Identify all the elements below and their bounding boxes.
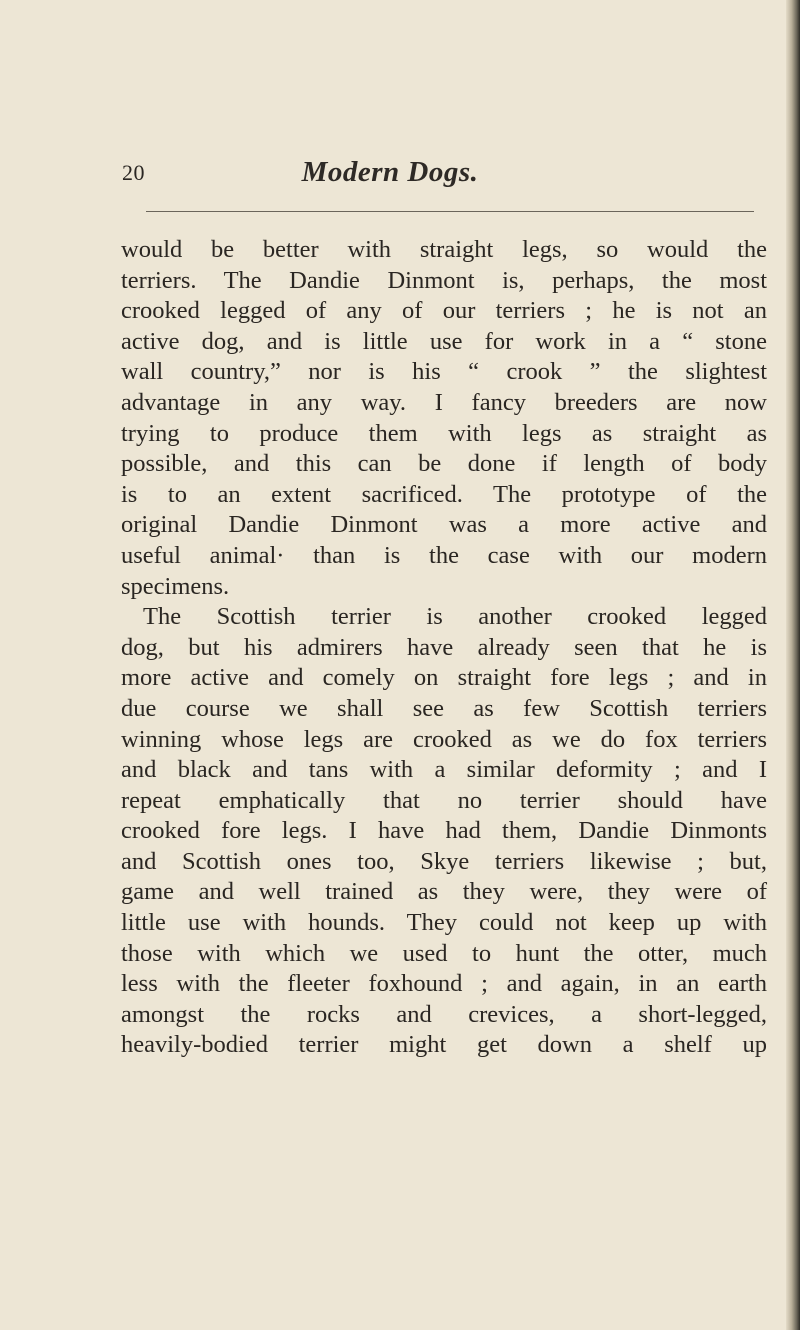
page-number: 20 xyxy=(122,160,145,185)
text-line: less with the fleeter foxhound ; and again, in an earth xyxy=(121,970,767,998)
text-line: those with which we used to hunt the otter, much xyxy=(121,939,767,967)
text-line: dog, but his admirers have already seen that he is xyxy=(121,633,767,661)
text-line: and Scottish ones too, Skye terriers likewise ; but, xyxy=(121,847,767,875)
header-rule xyxy=(146,211,754,212)
page-edge xyxy=(786,0,800,1330)
text-line: original Dandie Dinmont was a more active and xyxy=(121,511,767,539)
text-line: and black and tans with a similar deformity ; and I xyxy=(121,756,767,784)
text-line: possible, and this can be done if length of body xyxy=(121,450,767,478)
text-line: game and well trained as they were, they were of xyxy=(121,878,767,906)
text-line: is to an extent sacrificed. The prototype of the xyxy=(121,480,767,508)
running-head: Modern Dogs. xyxy=(301,156,479,188)
text-line: crooked fore legs. I have had them, Dandie Dinmonts xyxy=(121,817,767,845)
text-line: more active and comely on straight fore legs ; and in xyxy=(121,664,767,692)
text-line: advantage in any way. I fancy breeders are now xyxy=(121,388,767,416)
text-line: little use with hounds. They could not keep up with xyxy=(121,909,767,937)
text-line: heavily-bodied terrier might get down a shelf up xyxy=(121,1031,767,1059)
text-line: active dog, and is little use for work in a “ stone xyxy=(121,327,767,355)
text-line: due course we shall see as few Scottish terriers xyxy=(121,694,767,722)
text-line: wall country,” nor is his “ crook ” the slightest xyxy=(121,358,767,386)
text-line: crooked legged of any of our terriers ; he is not an xyxy=(121,297,767,325)
text-line: terriers. The Dandie Dinmont is, perhaps, the most xyxy=(121,266,767,294)
paragraph-start-line: The Scottish terrier is another crooked legged xyxy=(143,603,767,631)
text-line: would be better with straight legs, so would the xyxy=(121,236,767,263)
paragraph-end-line: specimens. xyxy=(121,572,230,600)
text-line: winning whose legs are crooked as we do fox terriers xyxy=(121,725,767,753)
text-line: repeat emphatically that no terrier should have xyxy=(121,786,767,814)
text-line: amongst the rocks and crevices, a short-legged, xyxy=(121,1000,767,1028)
text-line: trying to produce them with legs as straight as xyxy=(121,419,767,447)
body-text xyxy=(121,235,767,1061)
text-line: useful animal· than is the case with our modern xyxy=(121,541,767,569)
